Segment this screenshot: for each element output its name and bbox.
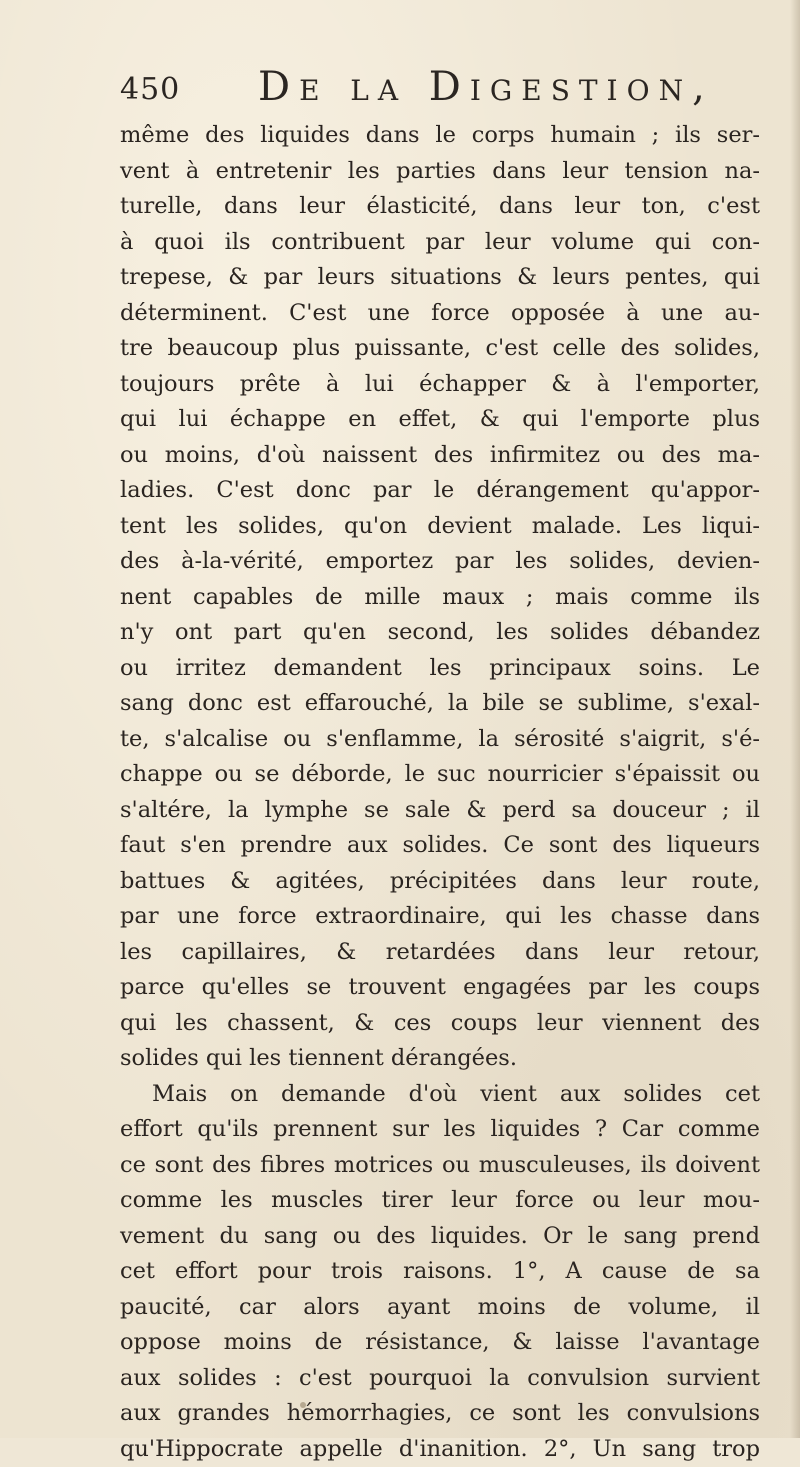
paper-speck — [300, 1402, 306, 1408]
text-line-34: paucité, car alors ayant moins de volume, il — [120, 1290, 760, 1326]
text-line-5: trepese, & par leurs situations & leurs pentes, qui — [120, 260, 760, 296]
text-line-2: vent à entretenir les parties dans leur tension na- — [120, 154, 760, 190]
text-line-7: tre beaucoup plus puissante, c'est celle des solides, — [120, 331, 760, 367]
text-line-14: nent capables de mille maux ; mais comme ils — [120, 580, 760, 616]
text-line-21: faut s'en prendre aux solides. Ce sont des liqueurs — [120, 828, 760, 864]
text-line-27: solides qui les tiennent dérangées. — [120, 1041, 760, 1077]
text-line-25: parce qu'elles se trouvent engagées par les coups — [120, 970, 760, 1006]
text-line-15: n'y ont part qu'en second, les solides débandez — [120, 615, 760, 651]
text-line-16: ou irritez demandent les principaux soins. Le — [120, 651, 760, 687]
page-number: 450 — [120, 72, 180, 107]
text-line-8: toujours prête à lui échapper & à l'emporter, — [120, 367, 760, 403]
text-line-35: oppose moins de résistance, & laisse l'avantage — [120, 1325, 760, 1361]
text-line-24: les capillaires, & retardées dans leur retour, — [120, 935, 760, 971]
body-text — [120, 118, 760, 1467]
text-line-9: qui lui échappe en effet, & qui l'emporte plus — [120, 402, 760, 438]
text-line-1: même des liquides dans le corps humain ; ils ser- — [120, 118, 760, 154]
text-line-32: vement du sang ou des liquides. Or le sang prend — [120, 1219, 760, 1255]
text-line-28: Mais on demande d'où vient aux solides cet — [120, 1077, 760, 1113]
text-line-17: sang donc est effarouché, la bile se sublime, s'exal- — [120, 686, 760, 722]
text-line-30: ce sont des fibres motrices ou musculeuses, ils doivent — [120, 1148, 760, 1184]
text-line-36: aux solides : c'est pourquoi la convulsion survient — [120, 1361, 760, 1397]
text-line-29: effort qu'ils prennent sur les liquides ? Car comme — [120, 1112, 760, 1148]
text-line-12: tent les solides, qu'on devient malade. Les liqui- — [120, 509, 760, 545]
text-line-10: ou moins, d'où naissent des infirmitez ou des ma- — [120, 438, 760, 474]
page-edge-shadow — [790, 0, 800, 1438]
running-head: De la Digestion, — [258, 64, 714, 110]
text-line-18: te, s'alcalise ou s'enflamme, la sérosité s'aigrit, s'é- — [120, 722, 760, 758]
text-line-4: à quoi ils contribuent par leur volume qui con- — [120, 225, 760, 261]
page-header — [120, 64, 760, 112]
text-line-33: cet effort pour trois raisons. 1°, A cause de sa — [120, 1254, 760, 1290]
text-line-11: ladies. C'est donc par le dérangement qu'appor- — [120, 473, 760, 509]
text-line-19: chappe ou se déborde, le suc nourricier s'épaissit ou — [120, 757, 760, 793]
text-line-37: aux grandes hémorrhagies, ce sont les convulsions — [120, 1396, 760, 1432]
text-line-22: battues & agitées, précipitées dans leur route, — [120, 864, 760, 900]
text-line-38: qu'Hippocrate appelle d'inanition. 2°, Un sang trop — [120, 1432, 760, 1467]
text-line-6: déterminent. C'est une force opposée à une au- — [120, 296, 760, 332]
text-line-20: s'altére, la lymphe se sale & perd sa douceur ; il — [120, 793, 760, 829]
text-line-23: par une force extraordinaire, qui les chasse dans — [120, 899, 760, 935]
text-line-31: comme les muscles tirer leur force ou leur mou- — [120, 1183, 760, 1219]
text-line-13: des à-la-vérité, emportez par les solides, devien- — [120, 544, 760, 580]
text-line-3: turelle, dans leur élasticité, dans leur ton, c'est — [120, 189, 760, 225]
text-line-26: qui les chassent, & ces coups leur viennent des — [120, 1006, 760, 1042]
